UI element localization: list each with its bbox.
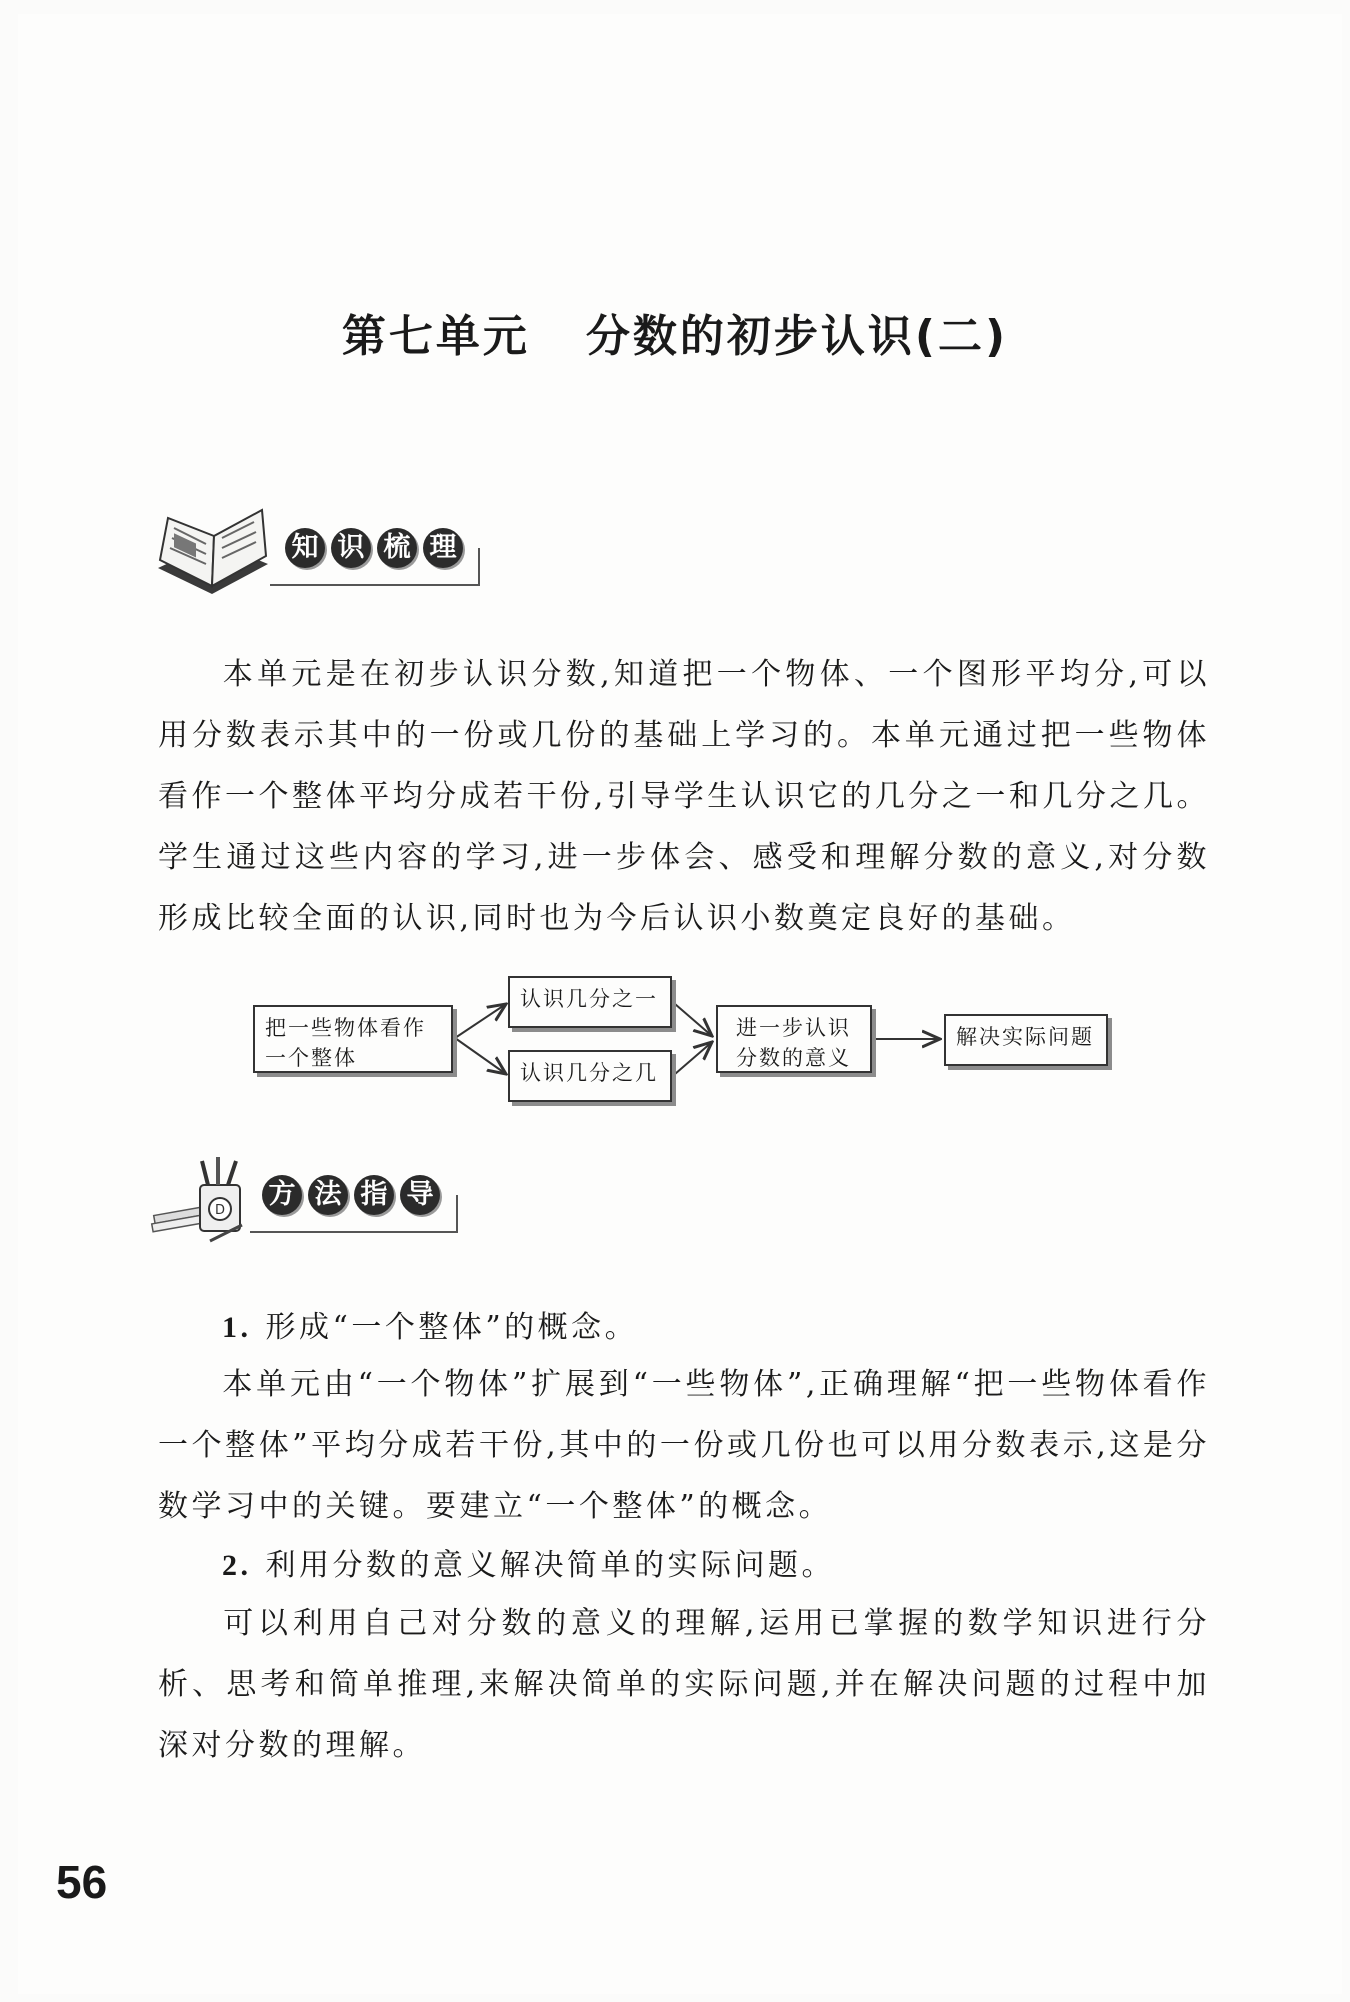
method-heading-2: 2. 利用分数的意义解决简单的实际问题。 <box>222 1548 835 1583</box>
pencil-cup-icon <box>150 1155 260 1245</box>
flow-box-solve-problems: 解决实际问题 <box>944 1014 1108 1066</box>
section-header-knowledge <box>150 508 490 598</box>
method-paragraph-2: 可以利用自己对分数的意义的理解,运用已掌握的数学知识进行分析、思考和简单推理,来解决简单的实际问题,并在解决问题的过程中加深对分数的理解。 <box>158 1606 1210 1763</box>
open-book-icon <box>150 508 280 598</box>
flow-box-fractions: 认识几分之几 <box>508 1050 672 1102</box>
badge-char: 方 <box>262 1175 302 1215</box>
badge-char: 知 <box>285 528 325 568</box>
section-underline <box>270 548 480 586</box>
method-paragraph-1: 本单元由“一个物体”扩展到“一些物体”,正确理解“把一些物体看作一个整体”平均分成若干份,其中的一份或几份也可以用分数表示,这是分数学习中的关键。要建立“一个整体”的概念。 <box>158 1367 1210 1524</box>
method-heading-1: 1. 形成“一个整体”的概念。 <box>222 1310 639 1345</box>
unit-name: 分数的初步认识(二) <box>585 311 1009 362</box>
badge-char: 法 <box>308 1175 348 1215</box>
badge-char: 指 <box>354 1175 394 1215</box>
flow-box-unit-fraction: 认识几分之一 <box>508 976 672 1028</box>
knowledge-paragraph: 本单元是在初步认识分数,知道把一个物体、一个图形平均分,可以用分数表示其中的一份或几份的基础上学习的。本单元通过把一些物体看作一个整体平均分成若干份,引导学生认识它的几分之一和几分之几。学生通过这些内容的学习,进一步体会、感受和理解分数的意义,对分数形成比较全面的认识,同时也为今后认识小数奠定良好的基础。 <box>158 657 1210 936</box>
page-number: 56 <box>56 1856 108 1908</box>
flow-box-whole: 把一些物体看作一个整体 <box>253 1005 453 1073</box>
badge-char: 理 <box>423 528 463 568</box>
section-underline <box>250 1195 458 1233</box>
section-header-method <box>150 1155 470 1245</box>
flow-box-deepen-meaning: 进一步认识分数的意义 <box>716 1005 872 1073</box>
page-title <box>0 300 1350 364</box>
badge-char: 梳 <box>377 528 417 568</box>
badge-char: 导 <box>400 1175 440 1215</box>
svg-text:D: D <box>215 1203 226 1218</box>
unit-number: 第七单元 <box>341 311 530 362</box>
badge-char: 识 <box>331 528 371 568</box>
